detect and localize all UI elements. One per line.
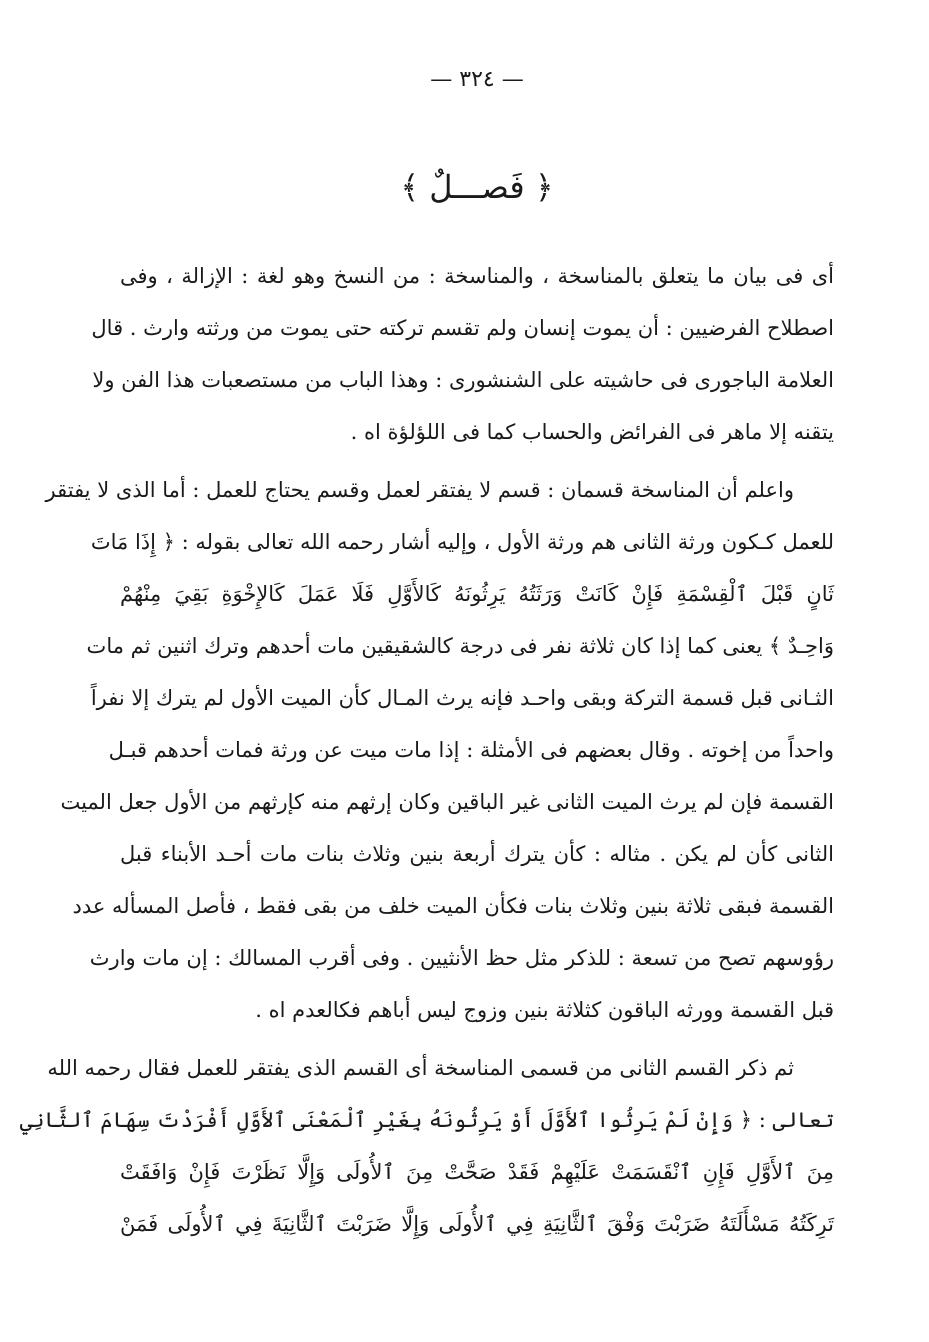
text-line: أى فى بيان ما يتعلق بالمناسخة ، والمناسخة : من النسخ وهو لغة : الإزالة ، وفى	[120, 264, 834, 288]
text-line: اصطلاح الفرضيين : أن يموت إنسان ولم تقسم تركته حتى يموت من ورثته وارث . قال	[91, 316, 834, 340]
text-line: مِنَ ٱلأَوَّلِ فَإِنِ ٱنْقَسَمَتْ عَلَيْهِمْ فَقَدْ صَحَّتْ مِنَ ٱلأُولَى وَإِلَّا نَظَرْتَ فَإِنْ وَافَقَتْ	[120, 1160, 834, 1184]
paragraph-2	[45, 464, 834, 1036]
section-title: ﴿ فَصـــلٌ ﴾	[400, 168, 554, 206]
text-line: الثانى كأن لم يكن . مثاله : كأن يترك أربعة بنين وثلاث بنات مات أحـد الأبناء قبل	[120, 842, 834, 866]
paragraph-1	[91, 250, 834, 458]
text-line: العلامة الباجورى فى حاشيته على الشنشورى : وهذا الباب من مستصعبات هذا الفن ولا	[92, 368, 834, 392]
text-line: واعلم أن المناسخة قسمان : قسم لا يفتقر لعمل وقسم يحتاج للعمل : أما الذى لا يفتقر	[45, 478, 794, 502]
paragraph-3	[19, 1042, 834, 1250]
text-line: قبل القسمة وورثه الباقون كثلاثة بنين وزوج ليس أباهم فكالعدم اه .	[255, 998, 834, 1022]
text-line: تَرِكَتُهُ مَسْأَلَتَهُ ضَرَبْتَ وَفْقَ ٱلثَّانِيَةِ فِي ٱلأُولَى وَإِلَّا ضَرَبْتَ ٱلثَّانِيَةَ فِي ٱلأُولَى فَمَنْ	[120, 1212, 834, 1236]
text-line: واحداً من إخوته . وقال بعضهم فى الأمثلة : إذا مات ميت عن ورثة فمات أحدهم قبـل	[108, 738, 834, 762]
text-line: ثَانٍ قَبْلَ ٱلْقِسْمَةِ فَإِنْ كَانَتْ وَرَثَتُهُ يَرِثُونَهُ كَالأَوَّلِ فَلَا عَمَلَ كَالإِخْوَةِ بَقِيَ مِنْهُمْ	[120, 582, 834, 606]
text-line: ثم ذكر القسم الثانى من قسمى المناسخة أى القسم الذى يفتقر للعمل فقال رحمه الله	[47, 1056, 794, 1080]
text-line: يتقنه إلا ماهر فى الفرائض والحساب كما فى اللؤلؤة اه .	[350, 420, 834, 444]
text-line: تعالى : ﴿ وَإِنْ لَمْ يَرِثُوا ٱلأَوَّلَ أَوْ يَرِثُونَهُ بِغَيْرِ ٱلْمَعْنَى ٱلأَوَّلِ أَفْرَدْتَ سِهَامَ ٱلثَّانِي	[19, 1108, 834, 1132]
text-line: القسمة فبقى ثلاثة بنين وثلاث بنات فكأن الميت خلف من بقى فقط ، فأصل المسأله عدد	[72, 894, 834, 918]
text-line: الثـانى قبل قسمة التركة وبقى واحـد فإنه يرث المـال كأن الميت الأول لم يترك إلا نفراً	[90, 686, 834, 710]
text-line: وَاحِـدٌ ﴾ يعنى كما إذا كان ثلاثة نفر فى درجة كالشقيقين مات أحدهم وترك اثنين ثم مات	[86, 634, 834, 658]
text-line: للعمل كـكون ورثة الثانى هم ورثة الأول ، وإليه أشار رحمه الله تعالى بقوله : ﴿ إِذَا مَاتَ	[90, 530, 834, 554]
page-number: — ٣٢٤ —	[430, 67, 524, 92]
text-line: القسمة فإن لم يرث الميت الثانى غير الباقين وكان إرثهم منه كإرثهم من الأول جعل الميت	[60, 790, 834, 814]
text-line: رؤوسهم تصح من تسعة : للذكر مثل حظ الأنثيين . وفى أقرب المسالك : إن مات وارث	[89, 946, 834, 970]
